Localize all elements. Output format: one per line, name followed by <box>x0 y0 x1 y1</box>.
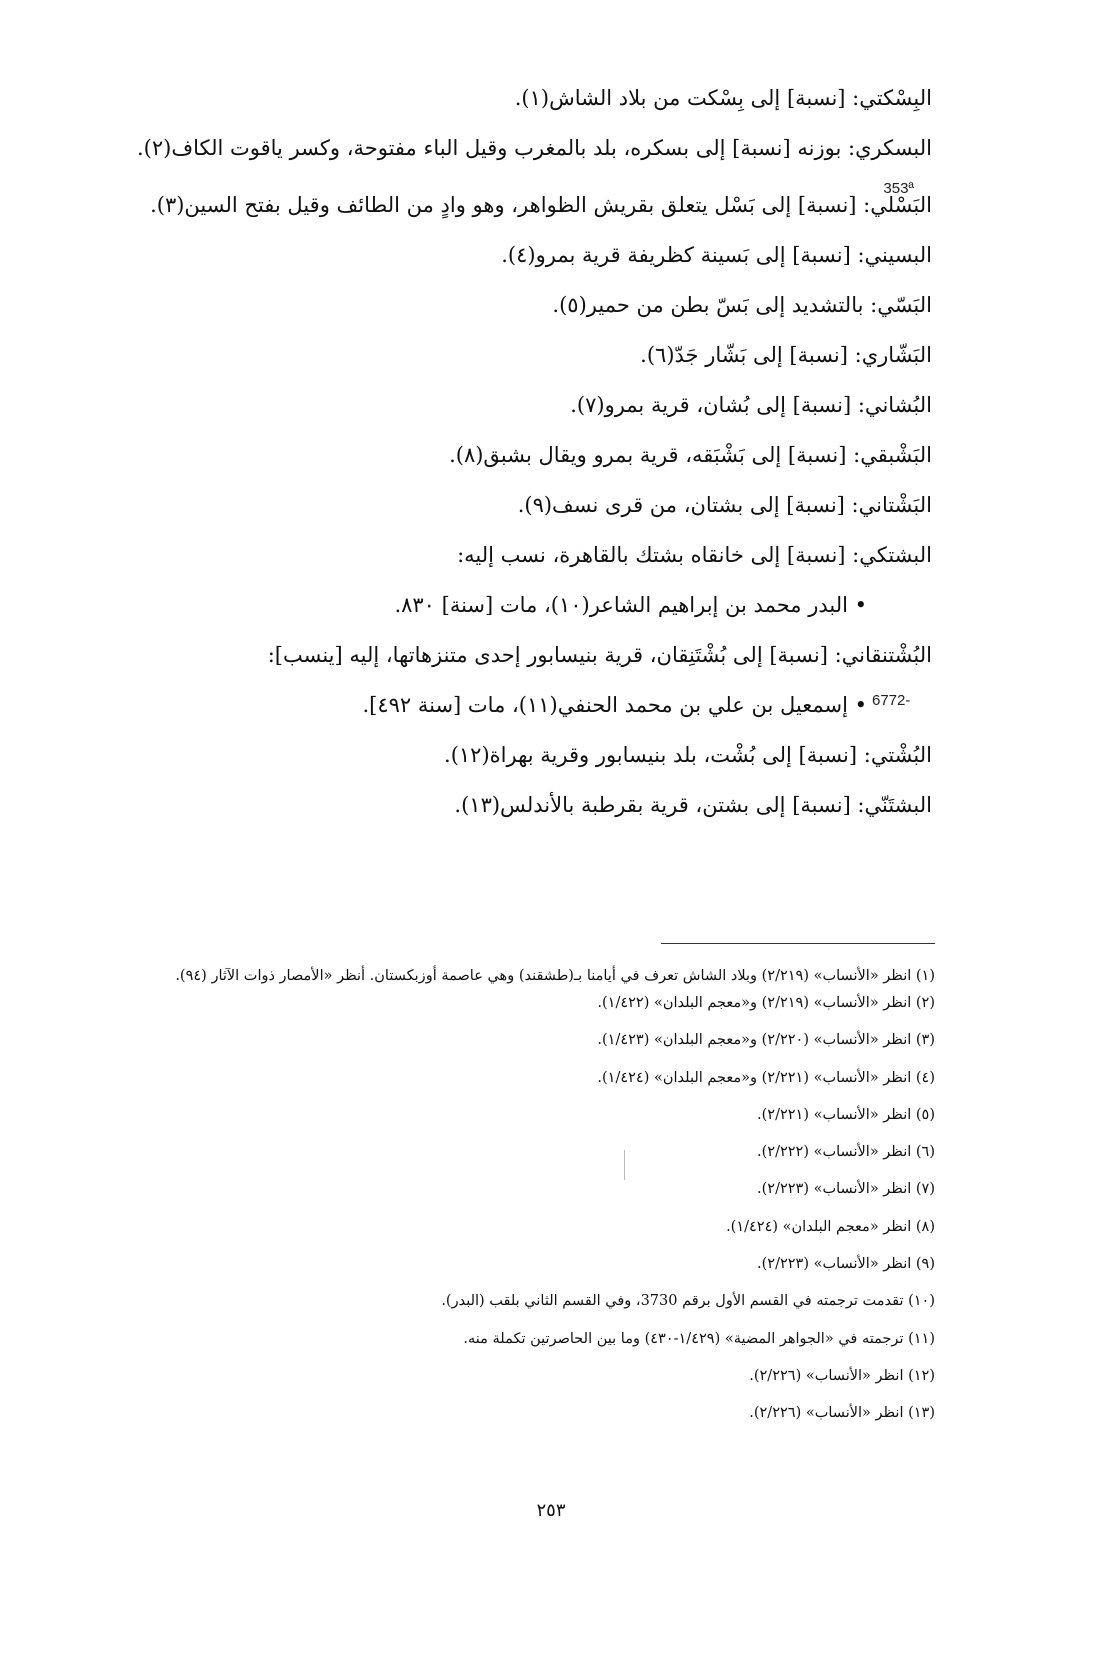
folio-text: 353ª <box>883 180 914 197</box>
footnote: (٩) انظر «الأنساب» (٢/٢٢٣). <box>757 1256 935 1273</box>
person-line: • إسمعيل بن علي بن محمد الحنفي(١١)، مات [سنة ٤٩٢]. <box>362 693 867 717</box>
footnote-divider <box>661 943 935 944</box>
entries-section <box>112 86 932 843</box>
entry-line: البُشْتي: [نسبة] إلى بُشْت، بلد بنيسابور وقرية بهراة(١٢). <box>444 743 932 767</box>
page-number: ٢٥٣ <box>536 1500 566 1521</box>
footnote: (٣) انظر «الأنساب» (٢/٢٢٠) و«معجم البلدان» (١/٤٢٣). <box>597 1032 935 1049</box>
entry-number-text: 6772- <box>872 692 911 709</box>
footnotes-section <box>93 958 935 1443</box>
footnote: (٥) انظر «الأنساب» (٢/٢٢١). <box>757 1106 935 1123</box>
entry-line: البشتكي: [نسبة] إلى خانقاه بشتك بالقاهرة، نسب إليه: <box>457 543 932 567</box>
footnote: (٧) انظر «الأنساب» (٢/٢٢٣). <box>757 1181 935 1198</box>
footnote: (١) انظر «الأنساب» (٢/٢١٩) وبلاد الشاش تعرف في أيامنا بـ(طشقند) وهي عاصمة أوزبكستان. أنظر «الأمصار ذوات الآثار (٩٤). <box>175 968 935 984</box>
entry-line: البَشْتاني: [نسبة] إلى بشتان، من قرى نسف(٩). <box>517 493 932 517</box>
entry-line: البَشْبقي: [نسبة] إلى بَشْبَقه، قرية بمرو ويقال بشبق(٨). <box>449 443 932 467</box>
footnote: (١٢) انظر «الأنساب» (٢/٢٢٦). <box>749 1367 935 1384</box>
entry-line: البَشّاري: [نسبة] إلى بَشّار جَدّ(٦). <box>640 343 932 367</box>
scan-artifact <box>624 1150 625 1180</box>
footnote: (٤) انظر «الأنساب» (٢/٢٢١) و«معجم البلدان» (١/٤٢٤). <box>597 1069 935 1086</box>
footnote: (٢) انظر «الأنساب» (٢/٢١٩) و«معجم البلدان» (١/٤٢٢). <box>597 995 935 1011</box>
entry-line: البُشْتنقاني: [نسبة] إلى بُشْتَنِقان، قرية بنيسابور إحدى متنزهاتها، إليه [ينسب]: <box>267 643 932 667</box>
footnote: (٦) انظر «الأنساب» (٢/٢٢٢). <box>757 1144 935 1161</box>
footnote: (١٠) تقدمت ترجمته في القسم الأول برقم 3730، وفي القسم الثاني بلقب (البدر). <box>441 1293 935 1310</box>
entry-line: البسكري: بوزنه [نسبة] إلى بسكره، بلد بالمغرب وقيل الباء مفتوحة، وكسر ياقوت الكاف(٢). <box>136 136 932 160</box>
entry-line: البَسّي: بالتشديد إلى بَسّ بطن من حمير(٥). <box>552 293 932 317</box>
entry-line: البسيني: [نسبة] إلى بَسينة كظريفة قرية بمرو(٤). <box>501 243 932 267</box>
footnote: (١١) ترجمته في «الجواهر المضية» (١/٤٢٩-٤٣٠) وما بين الحاصرتين تكملة منه. <box>463 1330 935 1347</box>
footnote: (٨) انظر «معجم البلدان» (١/٤٢٤). <box>726 1218 935 1235</box>
entry-line: البشتَنّي: [نسبة] إلى بشتن، قرية بقرطبة بالأندلس(١٣). <box>454 793 932 817</box>
footnote: (١٣) انظر «الأنساب» (٢/٢٢٦). <box>749 1405 935 1422</box>
entry-line: البِسْكتي: [نسبة] إلى بِسْكت من بلاد الشاش(١). <box>514 86 932 110</box>
entry-line: البَسْلي: [نسبة] إلى بَسْل يتعلق بقريش الظواهر، وهو وادٍ من الطائف وقيل بفتح السين(٣). <box>150 193 932 217</box>
entry-line: البُشاني: [نسبة] إلى بُشان، قرية بمرو(٧). <box>570 393 932 417</box>
person-line: • البدر محمد بن إبراهيم الشاعر(١٠)، مات [سنة] ٨٣٠. <box>394 593 867 617</box>
